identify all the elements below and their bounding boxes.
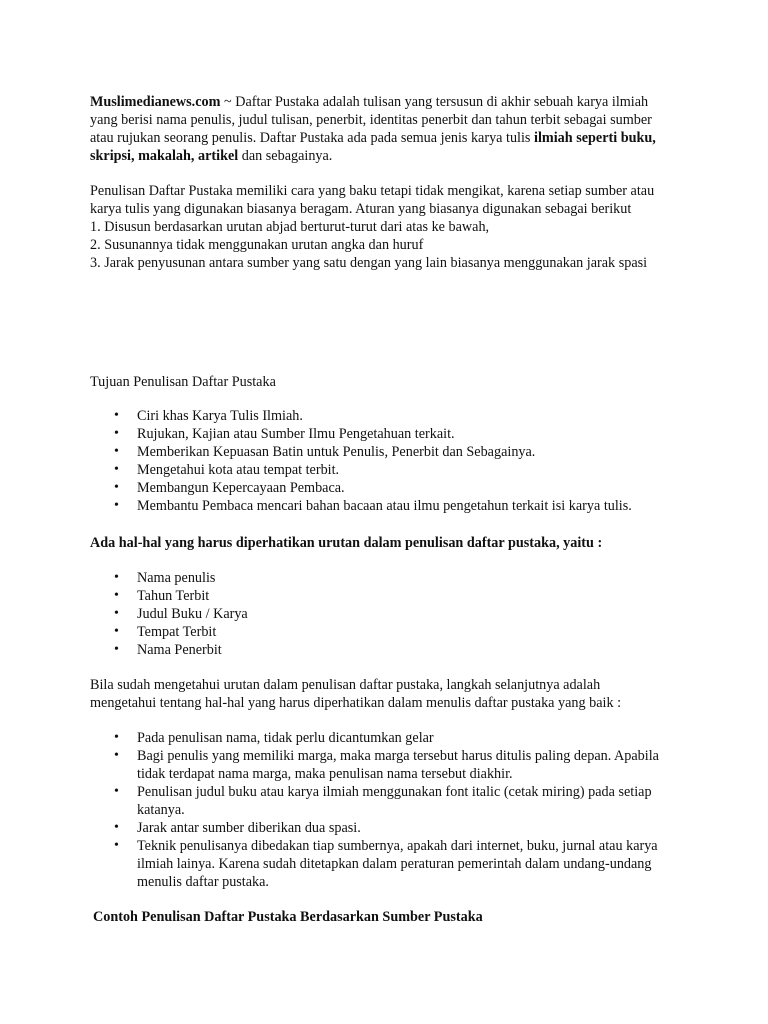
intro-separator: ~ [220,94,236,110]
list-item: • Membangun Kepercayaan Pembaca. [90,479,690,497]
contoh-title: Contoh Penulisan Daftar Pustaka Berdasarkan Sumber Pustaka [93,909,483,925]
list-item: • Teknik penulisanya dibedakan tiap sumbernya, apakah dari internet, buku, jurnal atau karya ilmiah lainya. Karena sudah ditetapkan dalam peraturan pemerintah dalam undang-undang menulis daftar pustaka. [90,837,690,891]
intro-bold-text: ilmiah seperti buku, skripsi, makalah, artikel [90,130,656,164]
list-item: • Mengetahui kota atau tempat terbit. [90,461,690,479]
intro-text-2: dan sebagainya. [238,148,333,164]
list-item: • Nama Penerbit [90,641,690,659]
rules-intro: Penulisan Daftar Pustaka memiliki cara yang baku tetapi tidak mengikat, karena setiap sumber atau karya tulis yang digunakan biasanya beragam. Aturan yang biasanya digunakan sebagai berikut [90,183,655,217]
rule-item-3: 3. Jarak penyusunan antara sumber yang satu dengan yang lain biasanya menggunakan jarak spasi [90,255,648,271]
list-item: • Ciri khas Karya Tulis Ilmiah. [90,407,690,425]
langkah-list [90,729,690,891]
list-item: • Pada penulisan nama, tidak perlu dicantumkan gelar [90,729,690,747]
langkah-paragraph: Bila sudah mengetahui urutan dalam penulisan daftar pustaka, langkah selanjutnya adalah mengetahui tentang hal-hal yang harus diperhatikan dalam menulis daftar pustaka yang baik : [90,677,622,711]
intro-paragraph [90,93,660,165]
list-item: • Penulisan judul buku atau karya ilmiah menggunakan font italic (cetak miring) pada setiap katanya. [90,783,690,819]
rule-item-2: 2. Susunannya tidak menggunakan urutan angka dan huruf [90,237,424,253]
list-item: • Bagi penulis yang memiliki marga, maka marga tersebut harus ditulis paling depan. Apabila tidak terdapat nama marga, maka penulisan nama tersebut diakhir. [90,747,690,783]
site-name: Muslimedianews.com [90,94,221,110]
list-item: • Tahun Terbit [90,587,690,605]
tujuan-title: Tujuan Penulisan Daftar Pustaka [90,374,276,390]
list-item: • Membantu Pembaca mencari bahan bacaan atau ilmu pengetahun terkait isi karya tulis. [90,497,690,515]
urutan-list [90,569,690,659]
list-item: • Judul Buku / Karya [90,605,690,623]
list-item: • Nama penulis [90,569,690,587]
list-item: • Memberikan Kepuasan Batin untuk Penulis, Penerbit dan Sebagainya. [90,443,690,461]
list-item: • Rujukan, Kajian atau Sumber Ilmu Pengetahuan terkait. [90,425,690,443]
rules-section [90,182,670,272]
intro-text-1: Daftar Pustaka adalah tulisan yang tersusun di akhir sebuah karya ilmiah yang berisi nama penulis, judul tulisan, penerbit, identitas penerbit dan tahun terbit sebagai sumber atau rujukan seorang penulis. Daftar Pustaka ada pada semua jenis karya tulis [90,94,652,146]
list-item: • Tempat Terbit [90,623,690,641]
rule-item-1: 1. Disusun berdasarkan urutan abjad berturut-turut dari atas ke bawah, [90,219,490,235]
tujuan-list [90,407,690,515]
list-item: • Jarak antar sumber diberikan dua spasi. [90,819,690,837]
urutan-title: Ada hal-hal yang harus diperhatikan urutan dalam penulisan daftar pustaka, yaitu : [90,535,603,551]
